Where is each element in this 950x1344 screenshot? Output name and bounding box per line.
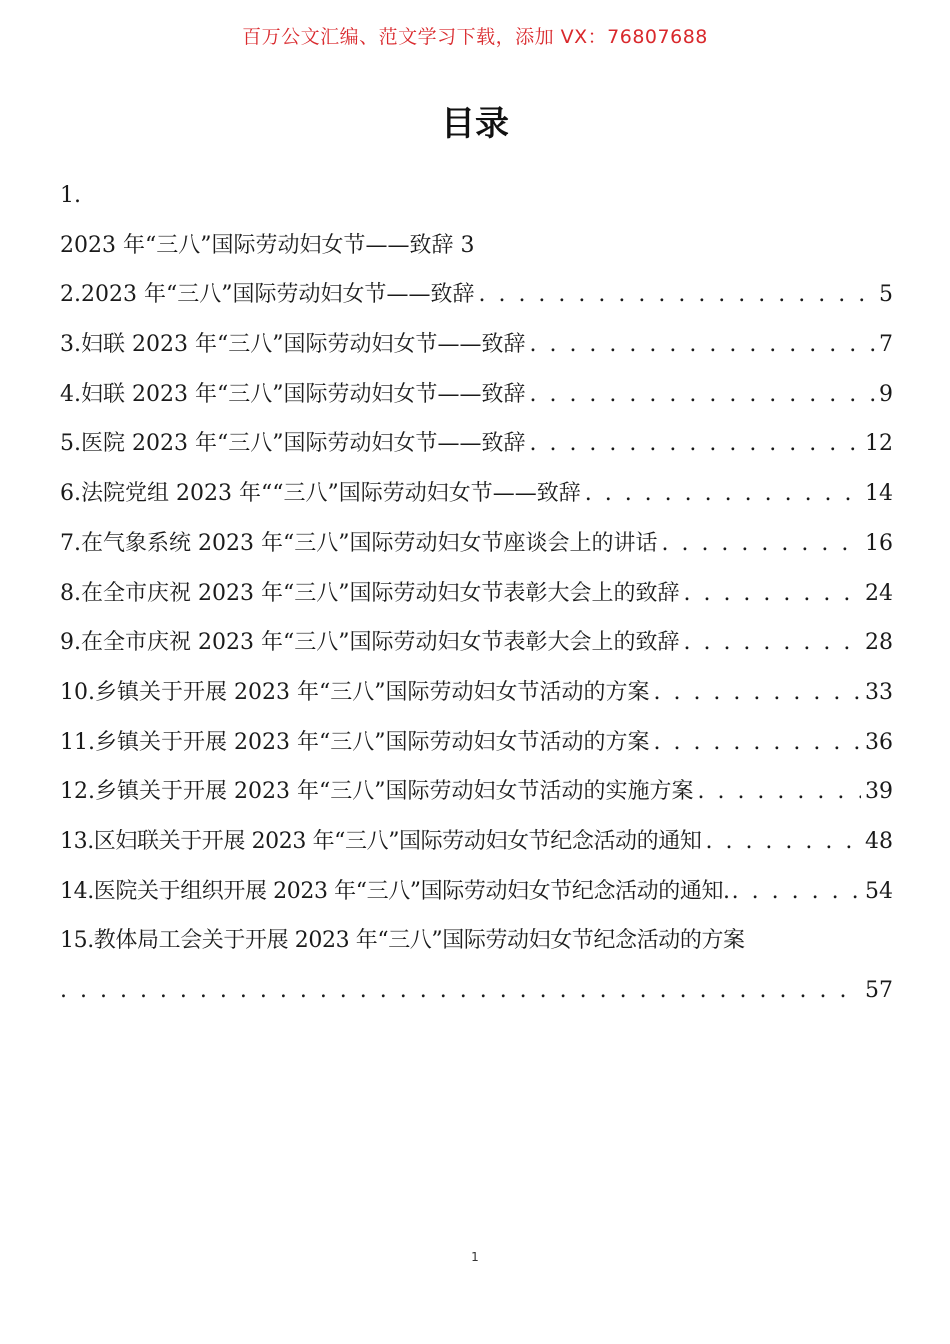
toc-item-label: 10.乡镇关于开展 2023 年“三八”国际劳动妇女节活动的方案 [60, 679, 650, 705]
toc-item-13[interactable] [60, 822, 893, 872]
toc-item-label: 6.法院党组 2023 年““三八”国际劳动妇女节——致辞 [60, 481, 581, 507]
toc-page-number: 24 [865, 580, 893, 606]
dot-leader [732, 872, 863, 912]
toc-item-4[interactable] [60, 375, 893, 425]
dot-leader [683, 623, 861, 663]
toc-item-8[interactable] [60, 574, 893, 624]
toc-page-number: 39 [865, 779, 893, 805]
toc-item-14[interactable] [60, 872, 893, 922]
toc-page-number: 28 [865, 630, 893, 656]
toc-item-15-text-line[interactable] [60, 921, 893, 971]
dot-leader [529, 325, 875, 365]
dot-leader [697, 772, 861, 812]
toc-page-number: 33 [865, 679, 893, 705]
toc-item-label: 3.妇联 2023 年“三八”国际劳动妇女节——致辞 [60, 332, 526, 358]
toc-page-number: 54 [865, 878, 893, 904]
dot-leader [478, 275, 875, 315]
toc-item-12[interactable] [60, 772, 893, 822]
toc-item-label: 8.在全市庆祝 2023 年“三八”国际劳动妇女节表彰大会上的致辞 [60, 580, 680, 606]
toc-page-number: 7 [879, 332, 893, 358]
toc-item-1-text-line[interactable] [60, 226, 893, 276]
dot-leader [653, 673, 861, 713]
toc-item-label: 14.医院关于组织开展 2023 年“三八”国际劳动妇女节纪念活动的通知. [60, 878, 730, 904]
toc-item-label: 4.妇联 2023 年“三八”国际劳动妇女节——致辞 [60, 381, 526, 407]
toc-page-number: 48 [865, 828, 893, 854]
toc-page-number: 12 [865, 431, 893, 457]
dot-leader [585, 474, 861, 514]
dot-leader [705, 822, 861, 862]
toc-item-label: 11.乡镇关于开展 2023 年“三八”国际劳动妇女节活动的方案 [60, 729, 650, 755]
toc-item-label: 2023 年“三八”国际劳动妇女节——致辞 3 [60, 232, 475, 258]
table-of-contents [60, 176, 893, 1021]
toc-item-label: 12.乡镇关于开展 2023 年“三八”国际劳动妇女节活动的实施方案 [60, 779, 694, 805]
toc-item-11[interactable] [60, 723, 893, 773]
toc-item-10[interactable] [60, 673, 893, 723]
dot-leader [653, 723, 861, 763]
toc-item-7[interactable] [60, 524, 893, 574]
toc-item-3[interactable] [60, 325, 893, 375]
toc-item-5[interactable] [60, 424, 893, 474]
toc-item-label: 13.区妇联关于开展 2023 年“三八”国际劳动妇女节纪念活动的通知 [60, 828, 702, 854]
toc-item-1-number-line[interactable] [60, 176, 893, 226]
toc-item-label: 5.医院 2023 年“三八”国际劳动妇女节——致辞 [60, 431, 526, 457]
toc-page-number: 16 [865, 530, 893, 556]
dot-leader [661, 524, 861, 564]
toc-item-label: 1. [60, 183, 81, 208]
toc-page-number: 57 [865, 978, 893, 1003]
header-banner: 百万公文汇编、范文学习下载，添加 VX：76807688 [242, 26, 708, 48]
toc-item-2[interactable] [60, 275, 893, 325]
toc-item-9[interactable] [60, 623, 893, 673]
toc-item-label: 9.在全市庆祝 2023 年“三八”国际劳动妇女节表彰大会上的致辞 [60, 630, 680, 656]
toc-item-label: 15.教体局工会关于开展 2023 年“三八”国际劳动妇女节纪念活动的方案 [60, 928, 745, 954]
toc-item-label: 2.2023 年“三八”国际劳动妇女节——致辞 [60, 282, 475, 308]
toc-item-15-leader-line[interactable] [60, 971, 893, 1021]
page-title: 目录 [441, 104, 509, 144]
toc-page-number: 9 [879, 381, 893, 407]
dot-leader [529, 375, 875, 415]
toc-page-number: 36 [865, 729, 893, 755]
dot-leader [683, 574, 861, 614]
dot-leader [60, 971, 861, 1011]
toc-page-number: 5 [879, 282, 893, 308]
page-number: 1 [471, 1250, 479, 1264]
toc-page-number: 14 [865, 481, 893, 507]
dot-leader [529, 424, 861, 464]
toc-item-label: 7.在气象系统 2023 年“三八”国际劳动妇女节座谈会上的讲话 [60, 530, 658, 556]
toc-item-6[interactable] [60, 474, 893, 524]
